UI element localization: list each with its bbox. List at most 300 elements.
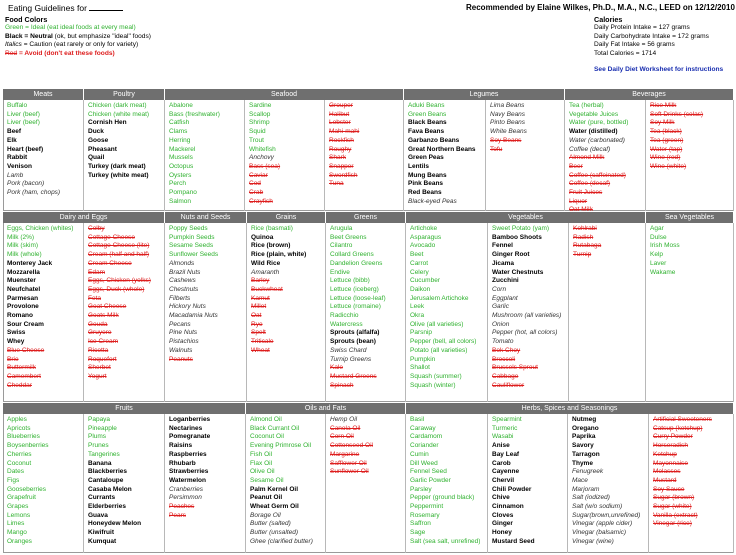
food-item: Rosemary — [410, 511, 440, 519]
food-item: Mace — [572, 476, 588, 484]
food-item: Parsley — [410, 485, 432, 493]
food-item: Zucchini — [492, 277, 519, 285]
legend-key: Red — [5, 49, 18, 57]
legend-entry — [5, 41, 138, 50]
food-item: Whey — [7, 338, 25, 346]
food-item: Mustard Seed — [492, 537, 535, 545]
food-item: Watercress — [330, 320, 363, 328]
food-item: Tofu — [490, 145, 503, 153]
food-item: Hemp Oil — [330, 416, 358, 423]
food-item: Broccoli — [492, 355, 516, 363]
food-item: Cantaloupe — [88, 476, 124, 484]
food-item: Honeydew Melon — [88, 520, 142, 528]
legend-text: = Avoid (don't eat these foods) — [17, 49, 115, 57]
food-item: Sprouts (bean) — [330, 338, 376, 346]
food-item: Tarragon — [572, 450, 600, 458]
food-item: Mustard Greens — [330, 372, 377, 380]
food-item: Nectarines — [169, 424, 203, 432]
food-item: Swordfish — [329, 171, 358, 179]
food-item: Pink Beans — [408, 180, 444, 188]
food-column — [488, 223, 569, 402]
food-item: Celery — [410, 268, 429, 276]
food-item: Pork (ham, chops) — [7, 189, 61, 197]
legend-key: Black = Neutral — [5, 32, 53, 40]
food-item: Margarine — [330, 450, 360, 458]
food-item: Squash (summer) — [410, 372, 462, 380]
food-item: Rice (basmati) — [251, 225, 293, 232]
food-item: Coffee (caffeinated) — [569, 171, 626, 179]
food-item: Lettuce (romaine) — [330, 303, 381, 311]
food-item: Cilantro — [330, 242, 353, 250]
legend-text: = Caution (eat rarely or only for variety) — [21, 41, 139, 49]
food-item: Octopus — [169, 162, 194, 170]
food-item: Gruyere — [88, 329, 112, 337]
food-item: Pomegranate — [169, 433, 211, 441]
food-item: Soft Drinks (colas) — [650, 110, 704, 118]
food-item: Blackberries — [88, 468, 128, 476]
food-item: Cheddar — [7, 381, 32, 389]
food-item: Snapper — [329, 162, 354, 170]
food-item: Liquor — [569, 197, 588, 205]
food-item: Trout — [249, 136, 264, 144]
food-item: Persimmon — [169, 494, 202, 502]
food-item: Garlic Powder — [410, 476, 451, 484]
food-item: Cottage Cheese (lite) — [88, 242, 150, 250]
food-item: Swiss Chard — [330, 346, 367, 354]
food-item: Rice (plain, white) — [251, 251, 307, 259]
calorie-line: Daily Protein Intake = 127 grams — [594, 24, 690, 31]
food-item: Dandelion Greens — [330, 259, 383, 267]
food-item: Tuna — [329, 180, 344, 188]
food-item: Carrot — [410, 259, 429, 267]
food-item: Peaches — [169, 503, 195, 511]
category-header-bar — [3, 89, 734, 100]
food-item: Vinegar (rice) — [653, 520, 692, 528]
food-item: Dulse — [650, 233, 667, 241]
food-item: Camembert — [7, 372, 41, 380]
food-item: Quinoa — [251, 233, 274, 241]
food-item: Fish Oil — [250, 450, 273, 458]
food-item: Elk — [7, 136, 17, 144]
legend-key: Italics — [5, 41, 22, 49]
food-item: Aduki Beans — [408, 102, 445, 109]
food-item: Water Chestnuts — [492, 268, 544, 276]
food-item: Beer — [569, 162, 583, 170]
calorie-line: Daily Carbohydrate Intake = 172 grams — [594, 32, 709, 40]
category-header: Poultry — [84, 89, 165, 100]
food-item: Dates — [7, 468, 24, 476]
food-item: Collard Greens — [330, 251, 374, 259]
food-item: Jicama — [492, 259, 515, 267]
food-item: Duck — [88, 128, 104, 136]
food-column — [165, 414, 246, 553]
food-item: Tea (herbal) — [569, 102, 604, 109]
food-item: Triticale — [251, 338, 274, 346]
food-item: Red Beans — [408, 189, 442, 197]
food-item: Liver (beef) — [7, 119, 40, 127]
food-item: Butter (salted) — [250, 520, 291, 528]
food-item: Parsnip — [410, 329, 433, 337]
legend-entry — [5, 24, 136, 33]
food-item: Rutabaga — [573, 242, 602, 250]
food-item: Ginger — [492, 520, 513, 528]
food-item: Lima Beans — [490, 102, 525, 109]
food-item: Pork (bacon) — [7, 180, 45, 188]
food-column — [3, 414, 84, 553]
food-item: Eggs, Chicken (yolks) — [88, 277, 151, 285]
legend-text: (ok, but emphasize "ideal" foods) — [52, 32, 151, 40]
food-columns — [3, 100, 734, 211]
food-item: Wakame — [650, 268, 676, 276]
food-item: Heart (beef) — [7, 145, 44, 153]
food-item: Cayenne — [492, 468, 520, 476]
food-item: Cinnamon — [492, 503, 524, 511]
food-item: Coffee (decaf) — [569, 180, 611, 188]
food-item: Water (pure, bottled) — [569, 119, 629, 127]
food-item: Mung Beans — [408, 171, 447, 179]
food-item: Spinach — [330, 381, 354, 389]
food-item: Vegetable Juices — [569, 110, 619, 118]
food-item: Water (tap) — [650, 145, 683, 153]
food-column — [3, 223, 84, 402]
food-item: Wheat — [251, 346, 270, 354]
food-item: Tangerines — [88, 450, 120, 458]
food-item: Scallop — [249, 110, 271, 118]
food-item: Spearmint — [492, 416, 522, 423]
food-item: Fennel Seed — [410, 468, 447, 476]
legend-entry — [5, 33, 151, 42]
food-item: Barley — [251, 277, 270, 285]
food-item: Pepper (ground black) — [410, 494, 475, 502]
food-item: Curry Powder — [653, 433, 693, 441]
food-item: Cardamom — [410, 433, 443, 441]
category-header: Sea Vegetables — [646, 212, 734, 223]
food-item: Asparagus — [410, 233, 442, 241]
food-item: Walnuts — [169, 346, 193, 354]
food-item: Mushroom (all varieties) — [492, 312, 562, 320]
food-item: Feta — [88, 294, 102, 302]
food-item: Savory — [572, 442, 594, 450]
food-item: Apples — [7, 416, 27, 423]
food-item: Rockfish — [329, 136, 354, 144]
food-item: Wasabi — [492, 433, 514, 441]
food-item: Coconut — [7, 459, 32, 467]
page-header — [0, 0, 736, 88]
food-item: Bamboo Shoots — [492, 233, 542, 241]
food-item: Lettuce (loose-leaf) — [330, 294, 386, 302]
food-item: Perch — [169, 180, 186, 188]
category-header: Beverages — [565, 89, 734, 100]
food-item: Mustard — [653, 476, 677, 484]
calories-label: Calories — [594, 15, 623, 24]
food-item: Artificial Sweeteners — [653, 416, 712, 423]
category-header: Meats — [3, 89, 84, 100]
food-item: Mackerel — [169, 145, 196, 153]
row-fruits-to-seasonings — [3, 403, 734, 553]
food-item: Shallot — [410, 364, 430, 372]
food-item: Sugar (brown) — [653, 494, 695, 502]
food-item: Prunes — [88, 442, 109, 450]
food-item: Rice Milk — [650, 102, 677, 109]
food-item: Pine Nuts — [169, 329, 198, 337]
food-item: Ginger Root — [492, 251, 530, 259]
food-item: Eggs, Chicken (whites) — [7, 225, 74, 232]
food-item: Great Northern Beans — [408, 145, 476, 153]
legend-key: Green — [5, 24, 24, 31]
food-item: Pecans — [169, 320, 191, 328]
food-item: Sesame Seeds — [169, 242, 214, 250]
food-item: Whitefish — [249, 145, 276, 153]
food-item: Turkey (white meat) — [88, 171, 149, 179]
food-item: Shark — [329, 154, 346, 162]
food-item: Poppy Seeds — [169, 225, 208, 232]
food-item: Clams — [169, 128, 188, 136]
food-column — [165, 223, 247, 402]
category-header: Dairy and Eggs — [3, 212, 165, 223]
category-header: Vegetables — [406, 212, 646, 223]
food-column — [84, 223, 165, 402]
food-item: Goose — [88, 136, 109, 144]
category-header: Nuts and Seeds — [165, 212, 247, 223]
food-item: Fava Beans — [408, 128, 445, 136]
food-item: Sugar (white) — [653, 503, 692, 511]
food-column — [565, 100, 646, 211]
food-item: Black Beans — [408, 119, 447, 127]
category-header: Legumes — [404, 89, 565, 100]
daily-diet-worksheet-link[interactable]: See Daily Diet Worksheet for instructions — [594, 66, 724, 73]
food-item: Okra — [410, 312, 425, 320]
food-item: Cottage Cheese — [88, 233, 135, 241]
food-item: Cabbage — [492, 372, 519, 380]
food-item: Cumin — [410, 450, 429, 458]
food-item: Kiwifruit — [88, 529, 114, 537]
food-item: Crab — [249, 189, 264, 197]
food-item: Garlic — [492, 303, 509, 311]
food-item: Grapefruit — [7, 494, 36, 502]
food-item: Corn Oil — [330, 433, 354, 441]
food-item: Ricotta — [88, 346, 109, 354]
food-item: Lettuce (bibb) — [330, 277, 370, 285]
category-header: Grains — [247, 212, 326, 223]
food-item: Goat Cheese — [88, 303, 127, 311]
food-columns — [3, 414, 734, 553]
food-item: Artichoke — [410, 225, 438, 232]
food-item: Cloves — [492, 511, 514, 519]
food-item: Beet Greens — [330, 233, 367, 241]
food-item: Crayfish — [249, 197, 273, 205]
food-item: Cashews — [169, 277, 196, 285]
food-item: Pumpkin Seeds — [169, 233, 215, 241]
food-item: Millet — [251, 303, 267, 311]
food-item: Monterey Jack — [7, 259, 53, 267]
food-item: Lemons — [7, 511, 31, 519]
food-item: Yogurt — [88, 372, 107, 380]
food-item: Thyme — [572, 459, 593, 467]
food-item: Kale — [330, 364, 344, 372]
food-item: Pistachios — [169, 338, 199, 346]
food-item: Corn — [492, 285, 507, 293]
food-item: Vanilla (extract) — [653, 511, 698, 519]
food-item: Squash (winter) — [410, 381, 456, 389]
food-item: Fruit Juices — [569, 189, 603, 197]
food-item: Apricots — [7, 424, 31, 432]
food-item: Bass (freshwater) — [169, 110, 220, 118]
food-column — [326, 414, 406, 553]
food-item: Daikon — [410, 285, 431, 293]
food-item: Romano — [7, 312, 33, 320]
food-column — [246, 414, 326, 553]
food-item: Mahi-mahi — [329, 128, 360, 136]
food-item: Pinto Beans — [490, 119, 526, 127]
food-item: Almond Oil — [250, 416, 282, 423]
food-item: Soy Beans — [490, 136, 522, 144]
food-item: Casaba Melon — [88, 485, 132, 493]
food-item: Goats Milk — [88, 312, 119, 320]
food-column — [165, 100, 245, 211]
food-item: Green Peas — [408, 154, 444, 162]
food-item: Lobster — [329, 119, 351, 127]
food-item: Milk (skim) — [7, 242, 39, 250]
food-item: Lamb — [7, 171, 24, 179]
food-item: Salt (sea salt, unrefined) — [410, 537, 481, 545]
food-item: Safflower Oil — [330, 459, 367, 467]
food-item: Mayonnaise — [653, 459, 689, 467]
food-item: Agar — [650, 225, 664, 232]
food-column — [406, 223, 488, 402]
food-item: Oat Milk — [569, 206, 593, 211]
food-item: Green Beans — [408, 110, 447, 118]
food-item: Colby — [88, 225, 105, 232]
food-item: Chicken (dark meat) — [88, 102, 147, 109]
food-item: Endive — [330, 268, 350, 276]
food-item: Onion — [492, 320, 510, 328]
food-item: Salmon — [169, 197, 192, 205]
food-item: Grapes — [7, 503, 29, 511]
category-header: Greens — [326, 212, 406, 223]
food-item: Papaya — [88, 416, 111, 423]
food-item: Cornish Hen — [88, 119, 127, 127]
food-column — [649, 414, 734, 553]
food-item: Sprouts (alfalfa) — [330, 329, 380, 337]
food-item: Soy Milk — [650, 119, 675, 127]
row-dairy-to-sea-vegetables — [3, 212, 734, 402]
food-item: Cherries — [7, 450, 32, 458]
food-item: Cauliflower — [492, 381, 525, 389]
food-item: Brie — [7, 355, 19, 363]
food-item: Olive Oil — [250, 468, 275, 476]
food-item: Milk (whole) — [7, 251, 42, 259]
food-column — [646, 100, 734, 211]
food-item: Bass (sea) — [249, 162, 281, 170]
food-item: Pepper (hot, all colors) — [492, 329, 558, 337]
food-item: Beet — [410, 251, 424, 259]
food-column — [325, 100, 404, 211]
food-column — [488, 414, 568, 553]
food-item: Peppermint — [410, 503, 444, 511]
category-header: Herbs, Spices and Seasonings — [406, 403, 734, 414]
food-item: Raspberries — [169, 450, 207, 458]
food-item: Arugula — [330, 225, 353, 232]
food-item: Kamut — [251, 294, 270, 302]
food-item: Turmeric — [492, 424, 518, 432]
food-item: Abalone — [169, 102, 193, 109]
food-item: Leek — [410, 303, 425, 311]
food-item: Tea (black) — [650, 128, 682, 136]
food-item: Canola Oil — [330, 424, 361, 432]
food-item: Vinegar (wine) — [572, 537, 614, 545]
food-item: Boysenberries — [7, 442, 49, 450]
food-item: Wheat Germ Oil — [250, 503, 299, 511]
food-item: Bay Leaf — [492, 450, 520, 458]
food-item: Lettuce (iceberg) — [330, 285, 379, 293]
sheet-title: Eating Guidelines for — [8, 3, 123, 13]
category-header: Seafood — [165, 89, 404, 100]
food-item: Kumquat — [88, 537, 117, 545]
category-header: Fruits — [3, 403, 246, 414]
food-column — [404, 100, 486, 211]
food-item: Quail — [88, 154, 105, 162]
food-item: Marjoram — [572, 485, 600, 493]
food-item: Provolone — [7, 303, 39, 311]
food-item: Sunflower Seeds — [169, 251, 219, 259]
food-item: Guava — [88, 511, 108, 519]
food-item: Neufchatel — [7, 285, 41, 293]
category-header-bar — [3, 212, 734, 223]
food-item: Ketchup — [653, 450, 677, 458]
food-item: Kohlrabi — [573, 225, 597, 232]
food-item: Blue Cheese — [7, 346, 45, 354]
food-item: Ghee (clarified butter) — [250, 537, 313, 545]
food-colors-label: Food Colors — [5, 15, 48, 24]
food-item: Eggplant — [492, 294, 518, 302]
food-column — [84, 100, 165, 211]
food-item: Radish — [573, 233, 594, 241]
food-item: Chervil — [492, 476, 515, 484]
food-item: Pears — [169, 511, 186, 519]
food-item: Oranges — [7, 537, 32, 545]
food-item: Navy Beans — [490, 110, 526, 118]
food-item: Pineapple — [88, 424, 117, 432]
food-item: Basil — [410, 416, 425, 423]
food-item: Oysters — [169, 171, 192, 179]
food-item: Plums — [88, 433, 107, 441]
food-item: Liver (beef) — [7, 110, 40, 118]
category-header: Oils and Fats — [246, 403, 406, 414]
food-item: Anchovy — [249, 154, 274, 162]
food-item: Water (carbonated) — [569, 136, 625, 144]
food-item: Olive (all varieties) — [410, 320, 464, 328]
food-item: Roquefort — [88, 355, 117, 363]
food-item: Turnip Greens — [330, 355, 372, 363]
food-item: Blueberries — [7, 433, 40, 441]
food-item: Mussels — [169, 154, 193, 162]
food-item: Wild Rice — [251, 259, 281, 267]
food-item: Gooseberries — [7, 485, 47, 493]
food-item: Cucumber — [410, 277, 440, 285]
food-column — [3, 100, 84, 211]
food-item: Honey — [492, 529, 512, 537]
food-item: Macadamia Nuts — [169, 312, 218, 320]
food-item: Butter (unsalted) — [250, 529, 299, 537]
food-item: Fennel — [492, 242, 513, 250]
food-item: Sage — [410, 529, 426, 537]
food-column — [646, 223, 734, 402]
food-item: Catfish — [169, 119, 190, 127]
legend-entry — [5, 50, 115, 59]
food-item: Currants — [88, 494, 116, 502]
food-item: Spelt — [251, 329, 266, 337]
food-item: Sweet Potato (yam) — [492, 225, 550, 232]
